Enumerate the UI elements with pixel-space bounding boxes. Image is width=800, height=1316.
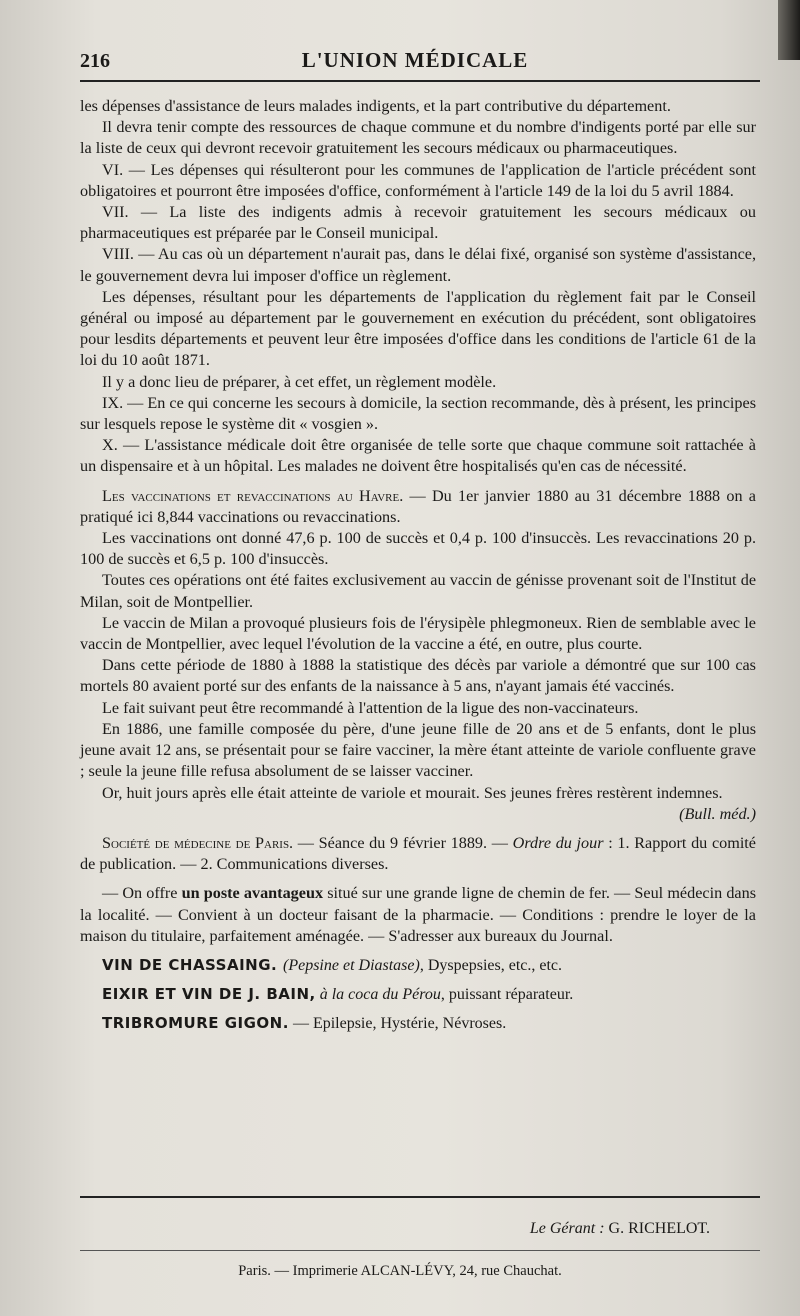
gerant-name: G. RICHELOT. bbox=[604, 1220, 710, 1237]
page-number: 216 bbox=[80, 50, 110, 72]
book-spine-shadow bbox=[778, 0, 800, 60]
announcement-highlight: un poste avantageux bbox=[181, 884, 324, 903]
ad-name: EIXIR ET VIN DE J. BAIN, bbox=[102, 985, 316, 1004]
paragraph: X. — L'assistance médicale doit être organisée de telle sorte que chaque commune soit rattachée à un dispensaire et à un hôpital. Les malades ne doivent être hospitalisés qu'en cas de nécessité. bbox=[80, 436, 756, 476]
ad-name: VIN DE CHASSAING. bbox=[102, 955, 278, 974]
ad-text: — Epilepsie, Hystérie, Névroses. bbox=[288, 1015, 507, 1033]
societe-section bbox=[80, 833, 756, 875]
advertisement bbox=[80, 1013, 756, 1034]
header-rule bbox=[80, 80, 760, 82]
paragraph: VIII. — Au cas où un département n'aurait pas, dans le délai fixé, organisé son système d'assistance, le gouvernement devra lui imposer d'office un règlement. bbox=[80, 245, 756, 285]
running-title: L'UNION MÉDICALE bbox=[301, 48, 529, 72]
paragraph: Dans cette période de 1880 à 1888 la statistique des décès par variole a démontré que sur 100 cas mortels 80 avaient porté sur des enfants de la naissance à 5 ans, n'ayant jamais été vaccinés. bbox=[80, 656, 756, 696]
paragraph: Les vaccinations ont donné 47,6 p. 100 de succès et 0,4 p. 100 d'insuccès. Les revaccinations 20 p. 100 de succès et 6,5 p. 100 d'insuccès. bbox=[80, 529, 756, 569]
paragraph: Les dépenses, résultant pour les départements de l'application du règlement fait par le Conseil général ou imposé au département par le gouvernement en exécution du précédent, sont obligatoires pour lesdits départements et peuvent leur être imposées d'office dans les conditions de l'article 61 de la loi du 10 août 1871. bbox=[80, 287, 756, 370]
paragraph: Le vaccin de Milan a provoqué plusieurs fois de l'érysipèle phlegmoneux. Rien de semblable avec le vaccin de Montpellier, avec lequel l'évolution de la vaccine a été, en outre, plus courte. bbox=[80, 613, 756, 654]
footer-rule bbox=[80, 1196, 760, 1198]
paragraph: IX. — En ce qui concerne les secours à domicile, la section recommande, dès à présent, les principes sur lesquels repose le système dit « vosgien ». bbox=[80, 393, 757, 434]
paragraph: VII. — La liste des indigents admis à recevoir gratuitement les secours médicaux ou pharmaceutiques est préparée par le Conseil municipal. bbox=[80, 203, 756, 243]
section-heading: Société de médecine de Paris. bbox=[102, 833, 294, 852]
gerant-signature bbox=[530, 1220, 710, 1238]
announcement-text: situé sur une grande ligne de chemin de fer. — Seul médecin dans la localité. — Convient à un docteur faisant de la pharmacie. — Conditions : prendre le loyer de la maison du titulaire, parfaitement aménagée. — S'adresser aux bureaux du Journal. bbox=[80, 884, 756, 945]
paragraph: Il devra tenir compte des ressources de chaque commune et du nombre d'indigents porté par elle sur la liste de ceux qui devront recevoir gratuitement les secours médicaux ou pharmaceutiques. bbox=[80, 118, 756, 158]
section-heading: Les vaccinations et revaccinations au Havre. bbox=[102, 486, 404, 505]
printer-imprint: Paris. — Imprimerie ALCAN-LÉVY, 24, rue Chauchat. bbox=[238, 1263, 562, 1279]
paragraph: VI. — Les dépenses qui résulteront pour les communes de l'application de l'article précédent sont obligatoires et pourront être imposées d'office, conformément à l'article 149 de la loi du 5 avril 1884. bbox=[80, 160, 756, 200]
paragraph: Toutes ces opérations ont été faites exclusivement au vaccin de génisse provenant soit de l'Institut de Milan, soit de Montpellier. bbox=[80, 571, 756, 611]
paragraph-text: — Du 1er janvier 1880 au 31 décembre 1888 on a pratiqué ici 8,844 vaccinations ou revaccinations. bbox=[80, 486, 756, 526]
advertisement bbox=[80, 955, 756, 976]
article-body bbox=[80, 96, 756, 1035]
ad-italic: à la coca du Pérou bbox=[315, 986, 441, 1004]
job-announcement bbox=[80, 883, 756, 947]
paragraph: Il y a donc lieu de préparer, à cet effet, un règlement modèle. bbox=[102, 372, 497, 391]
paragraph: En 1886, une famille composée du père, d'une jeune fille de 20 ans et de 5 enfants, dont le plus jeune avait 12 ans, se présentait pour se faire vacciner, la mère étant atteinte de variole confluente grave ; seule la jeune fille refusa absolument de se laisser vacciner. bbox=[80, 719, 756, 781]
paragraph: Or, huit jours après elle était atteinte de variole et mourait. Ses jeunes frères restèrent indemnes. bbox=[102, 783, 723, 802]
paragraph: Le fait suivant peut être recommandé à l'attention de la ligue des non-vaccinateurs. bbox=[102, 698, 639, 717]
advertisement bbox=[80, 984, 756, 1005]
paragraph: les dépenses d'assistance de leurs malades indigents, et la part contributive du département. bbox=[80, 97, 671, 115]
footer-rule-thin bbox=[80, 1250, 760, 1251]
ordre-du-jour: Ordre du jour bbox=[512, 833, 604, 852]
ad-text: , puissant réparateur. bbox=[440, 986, 574, 1004]
paragraph-text: : 1. Rapport du comité de publication. — 2. Communications diverses. bbox=[80, 833, 756, 874]
source-citation: (Bull. méd.) bbox=[679, 804, 756, 823]
paragraph-text: — Séance du 9 février 1889. — bbox=[293, 833, 513, 852]
announcement-lead: — On offre bbox=[102, 884, 182, 903]
vaccination-section bbox=[80, 486, 756, 528]
ad-text: , Dyspepsies, etc., etc. bbox=[419, 956, 563, 974]
ad-italic: (Pepsine et Diastase) bbox=[282, 956, 420, 974]
gerant-label: Le Gérant : bbox=[529, 1220, 605, 1237]
ad-name: TRIBROMURE GIGON. bbox=[102, 1014, 289, 1033]
page-header bbox=[80, 44, 750, 78]
